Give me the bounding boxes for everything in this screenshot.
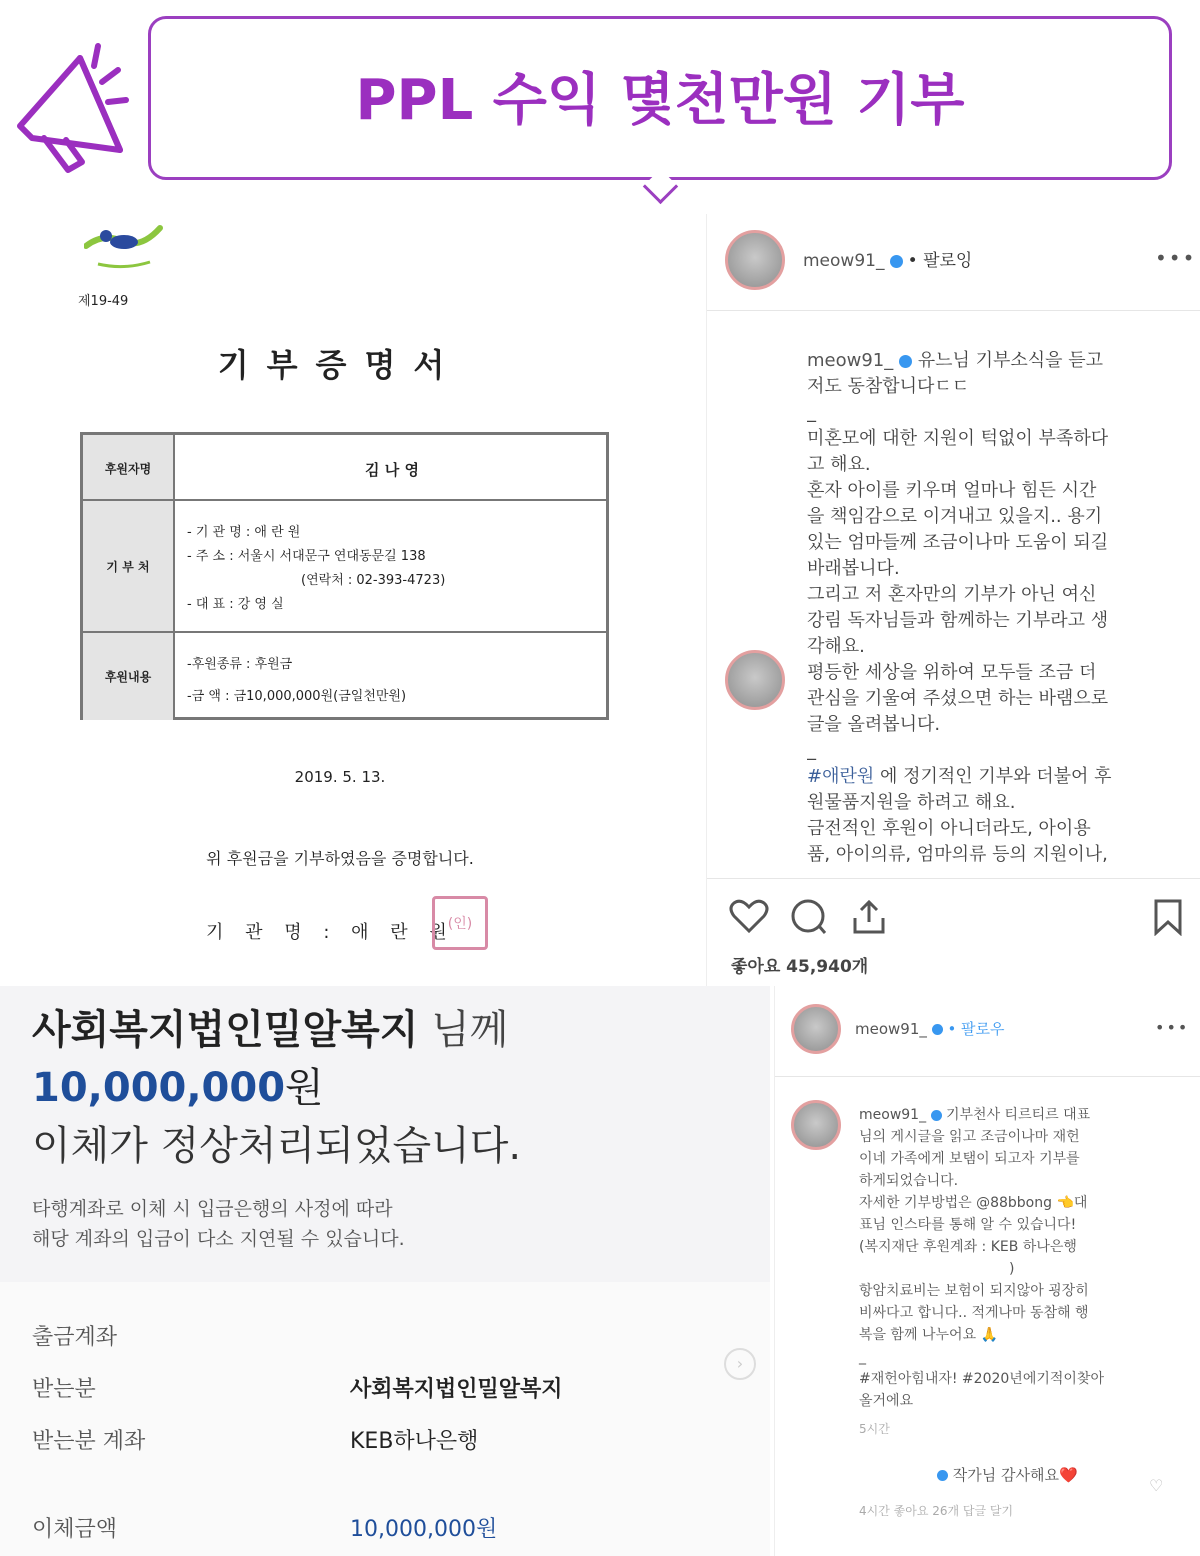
reply-comment — [937, 1464, 1078, 1485]
detail-value: KEB하나은행 — [350, 1429, 479, 1454]
detail-label: 받는분 — [32, 1377, 96, 1402]
caption-line: 기부천사 티르티르 대표 — [946, 1107, 1091, 1123]
caption-line: 이네 가족에게 보탬이 되고자 기부를 — [859, 1151, 1080, 1167]
megaphone-icon — [10, 38, 130, 182]
amount-unit: 원 — [285, 1065, 324, 1111]
caption-line: 유느님 기부소식을 듣고 — [917, 350, 1104, 371]
caption-line: 하게되었습니다. — [859, 1173, 959, 1189]
amount-heading — [32, 1056, 324, 1113]
caption-line: 자세한 기부방법은 @88bbong 👈대 — [859, 1195, 1088, 1211]
transfer-details — [0, 1282, 770, 1556]
reply-text: 작가님 감사해요❤️ — [952, 1466, 1078, 1484]
caption-line: 금전적인 후원이 아니더라도, 아이용 — [807, 818, 1091, 839]
caption-avatar[interactable] — [725, 650, 785, 710]
verified-icon — [931, 1110, 942, 1121]
instagram-post-2 — [774, 986, 1200, 1556]
org-line: - 기 관 명 : 애 란 원 — [187, 525, 301, 540]
address-line: - 주 소 : 서울시 서대문구 연대동문길 138 — [187, 549, 426, 564]
verified-icon — [899, 355, 912, 368]
post-header — [855, 1018, 1005, 1039]
hashtag-link[interactable]: #애란원 — [807, 766, 875, 787]
caption-line: 복을 함께 나누어요 🙏 — [859, 1327, 998, 1343]
caption-line: (복지재단 후원계좌 : KEB 하나은행 — [859, 1239, 1077, 1255]
avatar[interactable] — [791, 1004, 841, 1054]
detail-value: 사회복지법인밀알복지 — [350, 1377, 563, 1402]
caption-line: 고 해요. — [807, 454, 871, 475]
caption-username[interactable]: meow91_ — [859, 1107, 927, 1123]
more-options-icon[interactable]: ••• — [1155, 1018, 1190, 1037]
caption-line: _ — [807, 740, 816, 761]
instagram-post-1 — [706, 214, 1200, 986]
caption-line: 에 정기적인 기부와 더불어 후 — [879, 766, 1112, 787]
share-icon[interactable] — [849, 898, 889, 940]
caption-line: 미혼모에 대한 지원이 턱없이 부족하다 — [807, 428, 1109, 449]
org-seal: (인) — [432, 896, 488, 950]
caption-line: 항암치료비는 보험이 되지않아 굉장히 — [859, 1283, 1089, 1299]
caption-username[interactable]: meow91_ — [807, 350, 894, 371]
comment-icon[interactable] — [789, 898, 829, 940]
caption-line: 강림 독자님들과 함께하는 기부라고 생 — [807, 610, 1109, 631]
representative-line: - 대 표 : 강 영 실 — [187, 597, 284, 612]
likes-count[interactable]: 좋아요 45,940개 — [731, 957, 869, 977]
caption-line: 올거에요 — [859, 1393, 914, 1409]
detail-label: 출금계좌 — [32, 1325, 118, 1350]
caption-line: 혼자 아이를 키우며 얼마나 힘든 시간 — [807, 480, 1097, 501]
caption-line: _ — [859, 1349, 866, 1365]
notice-line: 타행계좌로 이체 시 입금은행의 사정에 따라 — [32, 1198, 393, 1220]
transfer-status: 이체가 정상처리되었습니다. — [32, 1123, 522, 1169]
transfer-amount: 10,000,000 — [32, 1065, 286, 1111]
caption-line: 원물품지원을 하려고 해요. — [807, 792, 1016, 813]
heart-icon[interactable] — [729, 898, 769, 938]
caption-line: _ — [807, 402, 816, 423]
donor-label: 후원자명 — [83, 435, 175, 501]
chevron-right-icon[interactable]: › — [724, 1348, 756, 1380]
caption-line: 표님 인스타를 통해 알 수 있습니다! — [859, 1217, 1077, 1233]
verified-icon — [932, 1024, 943, 1035]
certificate-date: 2019. 5. 13. — [294, 768, 386, 786]
donor-name: 김 나 영 — [365, 461, 419, 479]
doc-number: 제19-49 — [78, 294, 129, 309]
caption-line: 바래봅니다. — [807, 558, 900, 579]
reply-meta: 4시간 좋아요 26개 답글 달기 — [859, 1504, 1014, 1518]
certificate-title: 기부증명서 — [217, 346, 463, 384]
caption-avatar[interactable] — [791, 1100, 841, 1150]
username[interactable]: meow91_ — [855, 1020, 927, 1038]
caption-line: 품, 아이의류, 엄마의류 등의 지원이나, — [807, 844, 1108, 865]
verified-icon — [890, 255, 903, 268]
caption-line: 관심을 기울여 주셨으면 하는 바램으로 — [807, 688, 1109, 709]
caption-line: 저도 동참합니다ㄷㄷ — [807, 376, 970, 397]
recipient-label: 기 부 처 — [83, 501, 175, 631]
detail-label: 이체금액 — [32, 1517, 118, 1542]
donation-amount-line: -금 액 : 금10,000,000원(금일천만원) — [187, 689, 407, 704]
recipient-name: 사회복지법인밀알복지 — [32, 1007, 419, 1053]
certificate-org-sign: 기 관 명 : 애 란 원 — [206, 922, 455, 943]
caption-line: #재헌아힘내자! #2020년에기적이찾아 — [859, 1371, 1104, 1387]
headline: PPL 수익 몇천만원 기부 — [355, 68, 965, 133]
certificate-statement: 위 후원금을 기부하였음을 증명합니다. — [206, 849, 474, 868]
follow-button[interactable]: • 팔로우 — [947, 1020, 1005, 1038]
certificate-table — [80, 432, 609, 720]
detail-value: 10,000,000원 — [350, 1517, 498, 1542]
heart-icon[interactable]: ♡ — [1149, 1476, 1164, 1495]
post-time: 5시간 — [859, 1422, 890, 1436]
caption-line: 각해요. — [807, 636, 865, 657]
more-options-icon[interactable]: ••• — [1155, 246, 1197, 270]
detail-label: 받는분 계좌 — [32, 1429, 146, 1454]
recipient-heading — [32, 998, 508, 1055]
post-header — [803, 246, 972, 271]
caption — [807, 348, 1187, 876]
contact-line: (연락처 : 02-393-4723) — [301, 573, 446, 588]
recipient-suffix: 님께 — [431, 1007, 509, 1053]
caption-line: 평등한 세상을 위하여 모두들 조금 더 — [807, 662, 1097, 683]
avatar[interactable] — [725, 230, 785, 290]
caption-line: 을 책임감으로 이겨내고 있을지.. 용기 — [807, 506, 1103, 527]
caption-line: 글을 올려봅니다. — [807, 714, 941, 735]
content-label: 후원내용 — [83, 633, 175, 720]
username[interactable]: meow91_ — [803, 251, 885, 271]
caption-line: 님의 게시글을 읽고 조금이나마 재헌 — [859, 1129, 1080, 1145]
notice-line: 해당 계좌의 입금이 다소 지연될 수 있습니다. — [32, 1228, 405, 1250]
caption-line: ) — [1009, 1261, 1015, 1277]
org-logo — [84, 218, 164, 276]
donation-type-line: -후원종류 : 후원금 — [187, 657, 293, 672]
caption — [859, 1104, 1189, 1440]
caption-line: 있는 엄마들께 조금이나마 도움이 되길 — [807, 532, 1109, 553]
bookmark-icon[interactable] — [1153, 898, 1183, 940]
caption-line: 그리고 저 혼자만의 기부가 아닌 여신 — [807, 584, 1097, 605]
follow-status[interactable]: • 팔로잉 — [907, 251, 973, 271]
caption-line: 비싸다고 합니다.. 적게나마 동참해 행 — [859, 1305, 1089, 1321]
verified-icon — [937, 1470, 948, 1481]
